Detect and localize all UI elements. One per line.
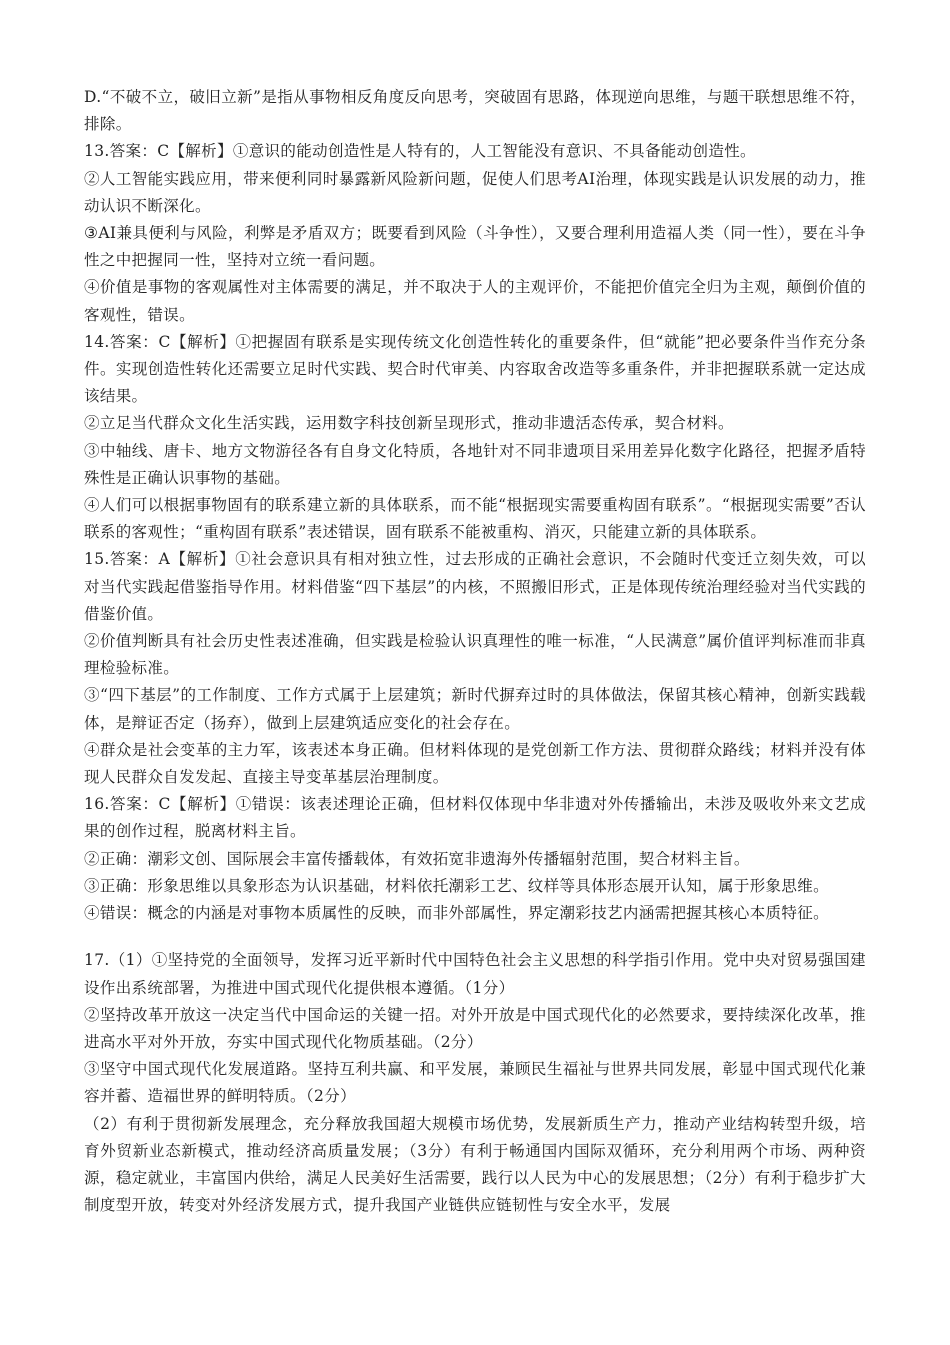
paragraph-q16-point-2: ②正确：潮彩文创、国际展会丰富传播载体，有效拓宽非遗海外传播辐射范围，契合材料主旨。 [84,849,750,868]
paragraph-q17-part1-point-3: ③坚守中国式现代化发展道路。坚持互利共赢、和平发展，兼顾民生福祉与世界共同发展，彰显中国式现代化兼容并蓄、造福世界的鲜明特质。（2分） [84,1060,866,1106]
paragraph-q13-answer: 13.答案：C【解析】①意识的能动创造性是人特有的，人工智能没有意识、不具备能动创造性。 [84,142,756,161]
paragraph-q16-point-4: ④错误：概念的内涵是对事物本质属性的反映，而非外部属性，界定潮彩技艺内涵需把握其核心本质特征。 [84,904,829,923]
paragraph-q14-point-2: ②立足当代群众文化生活实践，运用数字科技创新呈现形式，推动非遗活态传承，契合材料。 [84,414,734,433]
paragraph-q17-part1-point-1: 17.（1）①坚持党的全面领导，发挥习近平新时代中国特色社会主义思想的科学指引作用。党中央对贸易强国建设作出系统部署，为推进中国式现代化提供根本遵循。（1分） [84,951,866,997]
paragraph-q14-point-4: ④人们可以根据事物固有的联系建立新的具体联系，而不能“根据现实需要重构固有联系”。“根据现实需要”否认联系的客观性；“重构固有联系”表述错误，固有联系不能被重构、消灭，只能建立新的具体联系。 [84,496,866,542]
paragraph-q14-point-3: ③中轴线、唐卡、地方文物游径各有自身文化特质，各地针对不同非遗项目采用差异化数字化路径，把握矛盾特殊性是正确认识事物的基础。 [84,441,866,487]
paragraph-q15-point-4: ④群众是社会变革的主力军，该表述本身正确。但材料体现的是党创新工作方法、贯彻群众路线；材料并没有体现人民群众自发发起、直接主导变革基层治理制度。 [84,740,866,787]
paragraph-q15-answer: 15.答案：A【解析】①社会意识具有相对独立性，过去形成的正确社会意识，不会随时代变迁立刻失效，可以对当代实践起借鉴指导作用。材料借鉴“四下基层”的内核，不照搬旧形式，正是体现传统治理经验对当代实践的借鉴价值。 [84,550,866,623]
paragraph-q14-answer: 14.答案：C【解析】①把握固有联系是实现传统文化创造性转化的重要条件，但“就能”把必要条件当作充分条件。实现创造性转化还需要立足时代实践、契合时代审美、内容取舍改造等多重条件，并非把握联系就一定达成该结果。 [84,332,866,406]
paragraph-q16-answer: 16.答案：C【解析】①错误：该表述理论正确，但材料仅体现中华非遗对外传播输出，未涉及吸收外来文艺成果的创作过程，脱离材料主旨。 [84,795,866,841]
section-gap [84,927,866,947]
paragraph-q13-point-2: ②人工智能实践应用，带来便利同时暴露新风险新问题，促使人们思考AI治理，体现实践是认识发展的动力，推动认识不断深化。 [84,169,866,215]
paragraph-q15-point-3: ③“四下基层”的工作制度、工作方式属于上层建筑；新时代摒弃过时的具体做法，保留其核心精神，创新实践载体，是辩证否定（扬弃），做到上层建筑适应变化的社会存在。 [84,686,866,732]
document-page [84,84,866,1219]
paragraph-q13-point-4: ④价值是事物的客观属性对主体需要的满足，并不取决于人的主观评价，不能把价值完全归为主观，颠倒价值的客观性，错误。 [84,278,866,324]
paragraph-q15-point-2: ②价值判断具有社会历史性表述准确，但实践是检验认识真理性的唯一标准，“人民满意”属价值评判标准而非真理检验标准。 [84,632,866,678]
paragraph-q17-part2: （2）有利于贯彻新发展理念，充分释放我国超大规模市场优势，发展新质生产力，推动产业结构转型升级，培育外贸新业态新模式，推动经济高质量发展；（3分）有利于畅通国内国际双循环，充分利用两个市场、两种资源，稳定就业，丰富国内供给，满足人民美好生活需要，践行以人民为中心的发展思想；（2分）有利于稳步扩大制度型开放，转变对外经济发展方式，提升我国产业链供应链韧性与安全水平，发展 [84,1114,866,1215]
paragraph-option-d: D.“不破不立，破旧立新”是指从事物相反角度反向思考，突破固有思路，体现逆向思维，与题干联想思维不符，排除。 [84,88,866,134]
paragraph-q17-part1-point-2: ②坚持改革开放这一决定当代中国命运的关键一招。对外开放是中国式现代化的必然要求，要持续深化改革，推进高水平对外开放，夯实中国式现代化物质基础。（2分） [84,1005,866,1051]
paragraph-q13-point-3: ③AI兼具便利与风险，利弊是矛盾双方；既要看到风险（斗争性），又要合理利用造福人类（同一性），要在斗争性之中把握同一性，坚持对立统一看问题。 [84,224,866,270]
paragraph-q16-point-3: ③正确：形象思维以具象形态为认识基础，材料依托潮彩工艺、纹样等具体形态展开认知，属于形象思维。 [84,876,829,895]
